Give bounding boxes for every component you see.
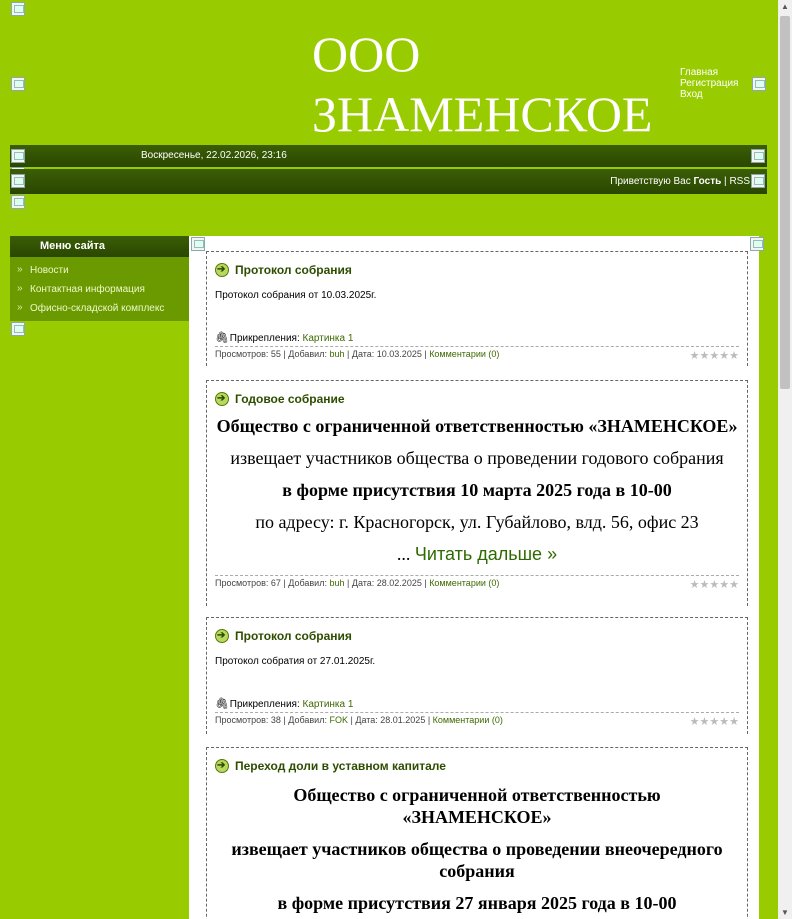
- entry-title[interactable]: [215, 628, 739, 644]
- star-icon[interactable]: ★: [689, 350, 700, 362]
- sidebar: [10, 236, 189, 324]
- entry-meta: Просмотров: 38 | Добавил: FOK | Дата: 28.01.2025 | Комментарии (0) ★★★★★: [215, 712, 739, 728]
- added-label: Добавил:: [288, 715, 327, 725]
- arrow-right-icon: [215, 629, 229, 643]
- entry-attachments: [215, 331, 739, 344]
- user-bar: [10, 169, 767, 194]
- nav-login-link[interactable]: Вход: [680, 89, 703, 100]
- rating-stars[interactable]: [690, 580, 739, 590]
- broken-image-icon: [11, 322, 25, 336]
- arrow-right-icon: [215, 759, 229, 773]
- attach-link[interactable]: Картинка 1: [302, 699, 354, 710]
- user-name: Гость: [693, 176, 722, 187]
- main-content: [190, 236, 758, 919]
- comments-link[interactable]: Комментарии (0): [432, 715, 503, 725]
- views-count: Просмотров: 67: [215, 578, 281, 588]
- read-more-link[interactable]: Читать дальше »: [414, 544, 558, 564]
- sidebar-item-news[interactable]: » Новости: [10, 261, 189, 280]
- entry-line: в форме присутствия 10 марта 2025 года в 10-00: [282, 480, 672, 500]
- nav-register-link[interactable]: Регистрация: [680, 78, 739, 89]
- entry-text: Протокол собрания от 10.03.2025г.: [215, 290, 377, 301]
- entry-title-text[interactable]: Протокол собрания: [235, 263, 352, 277]
- entry: [206, 380, 748, 606]
- entry-meta: Просмотров: 55 | Добавил: buh | Дата: 10.03.2025 | Комментарии (0) ★★★★★: [215, 346, 739, 362]
- entry-title[interactable]: [215, 391, 739, 407]
- entry-line: извещает участников общества о проведении годового собрания: [230, 448, 724, 468]
- star-icon[interactable]: ★: [709, 579, 720, 591]
- star-icon[interactable]: ★: [699, 716, 710, 728]
- views-count: Просмотров: 38: [215, 715, 281, 725]
- greeting-text: Приветствую Вас: [610, 176, 691, 187]
- entry-line: Общество с ограниченной ответственностью «ЗНАМЕНСКОЕ»: [293, 785, 661, 827]
- comments-link[interactable]: Комментарии (0): [429, 349, 500, 359]
- rss-link[interactable]: RSS: [729, 176, 750, 187]
- entry-title[interactable]: [215, 262, 739, 278]
- entry-date: Дата: 10.03.2025: [351, 349, 422, 359]
- paperclip-icon: 🖇: [215, 332, 229, 344]
- broken-image-icon: [11, 2, 25, 16]
- greeting: [610, 176, 750, 187]
- readmore-prefix: ...: [396, 544, 411, 564]
- site-title: ООО ЗНАМЕНСКОЕ: [312, 26, 653, 142]
- broken-image-icon: [11, 174, 25, 188]
- star-icon[interactable]: ★: [719, 350, 730, 362]
- attach-link[interactable]: Картинка 1: [302, 333, 354, 344]
- scrollbar-thumb[interactable]: [780, 16, 790, 389]
- attach-label: Прикрепления:: [229, 333, 300, 344]
- broken-image-icon: [11, 149, 25, 163]
- broken-image-icon: [11, 195, 25, 209]
- star-icon[interactable]: ★: [729, 350, 739, 362]
- entry: [206, 251, 748, 366]
- star-icon[interactable]: ★: [729, 716, 739, 728]
- entry-line: извещает участников общества о проведении внеочередного собрания: [231, 839, 723, 881]
- star-icon[interactable]: ★: [709, 716, 720, 728]
- entry-title[interactable]: [215, 758, 739, 774]
- added-label: Добавил:: [288, 349, 327, 359]
- star-icon[interactable]: ★: [719, 716, 730, 728]
- entry-attachments: [215, 697, 739, 710]
- arrow-right-icon: [215, 263, 229, 277]
- author-link[interactable]: FOK: [329, 715, 348, 725]
- arrow-right-icon: [215, 392, 229, 406]
- scrollbar[interactable]: [778, 0, 792, 919]
- entry-meta: Просмотров: 67 | Добавил: buh | Дата: 28.02.2025 | Комментарии (0) ★★★★★: [215, 575, 739, 591]
- paperclip-icon: 🖇: [215, 698, 229, 710]
- comments-link[interactable]: Комментарии (0): [429, 578, 500, 588]
- attach-label: Прикрепления:: [229, 699, 300, 710]
- entry-body: [215, 415, 739, 565]
- broken-image-icon: [750, 237, 764, 251]
- entry-line: в форме присутствия 27 января 2025 года в 10-00: [277, 893, 677, 913]
- scroll-up-icon[interactable]: ▲: [781, 2, 789, 11]
- entry-date: Дата: 28.02.2025: [351, 578, 422, 588]
- entry: [206, 617, 748, 734]
- broken-image-icon: [191, 237, 205, 251]
- sidebar-filler: [10, 321, 189, 919]
- broken-image-icon: [751, 174, 765, 188]
- entry-title-text[interactable]: Протокол собрания: [235, 629, 352, 643]
- star-icon[interactable]: ★: [689, 579, 700, 591]
- entry-body: [215, 784, 739, 828]
- rating-stars[interactable]: [690, 717, 739, 727]
- star-icon[interactable]: ★: [699, 350, 710, 362]
- star-icon[interactable]: ★: [719, 579, 730, 591]
- broken-image-icon: [752, 77, 766, 91]
- broken-image-icon: [11, 77, 25, 91]
- nav-home-link[interactable]: Главная: [680, 67, 719, 78]
- greeting-sep: |: [724, 176, 727, 187]
- star-icon[interactable]: ★: [729, 579, 739, 591]
- broken-image-icon: [751, 149, 765, 163]
- entry-text: Протокол собратия от 27.01.2025г.: [215, 656, 376, 667]
- right-column: [758, 236, 768, 919]
- sidebar-item-contacts[interactable]: » Контактная информация: [10, 280, 189, 299]
- date-bar: [10, 145, 767, 167]
- star-icon[interactable]: ★: [689, 716, 700, 728]
- entry-title-text[interactable]: Переход доли в уставном капитале: [235, 759, 446, 773]
- entry-date: Дата: 28.01.2025: [355, 715, 426, 725]
- sidebar-title: Меню сайта: [10, 236, 189, 257]
- rating-stars[interactable]: [690, 351, 739, 361]
- star-icon[interactable]: ★: [709, 350, 720, 362]
- entry-line: по адресу: г. Красногорск, ул. Губайлово, влд. 56, офис 23: [255, 512, 699, 532]
- entry-title-text[interactable]: Годовое собрание: [235, 392, 345, 406]
- author-link[interactable]: buh: [329, 578, 345, 588]
- top-nav: [680, 67, 738, 100]
- sidebar-menu: [10, 257, 189, 324]
- author-link[interactable]: buh: [329, 349, 345, 359]
- entry-line: Общество с ограниченной ответственностью «ЗНАМЕНСКОЕ»: [216, 416, 738, 436]
- star-icon[interactable]: ★: [699, 579, 710, 591]
- added-label: Добавил:: [288, 578, 327, 588]
- current-date: Воскресенье, 22.02.2026, 23:16: [141, 150, 287, 161]
- entry-body: [215, 838, 739, 914]
- entry: [206, 747, 748, 919]
- scroll-down-icon[interactable]: ▼: [781, 908, 789, 917]
- views-count: Просмотров: 55: [215, 349, 281, 359]
- sidebar-item-office-complex[interactable]: » Офисно-складской комплекс: [10, 299, 189, 318]
